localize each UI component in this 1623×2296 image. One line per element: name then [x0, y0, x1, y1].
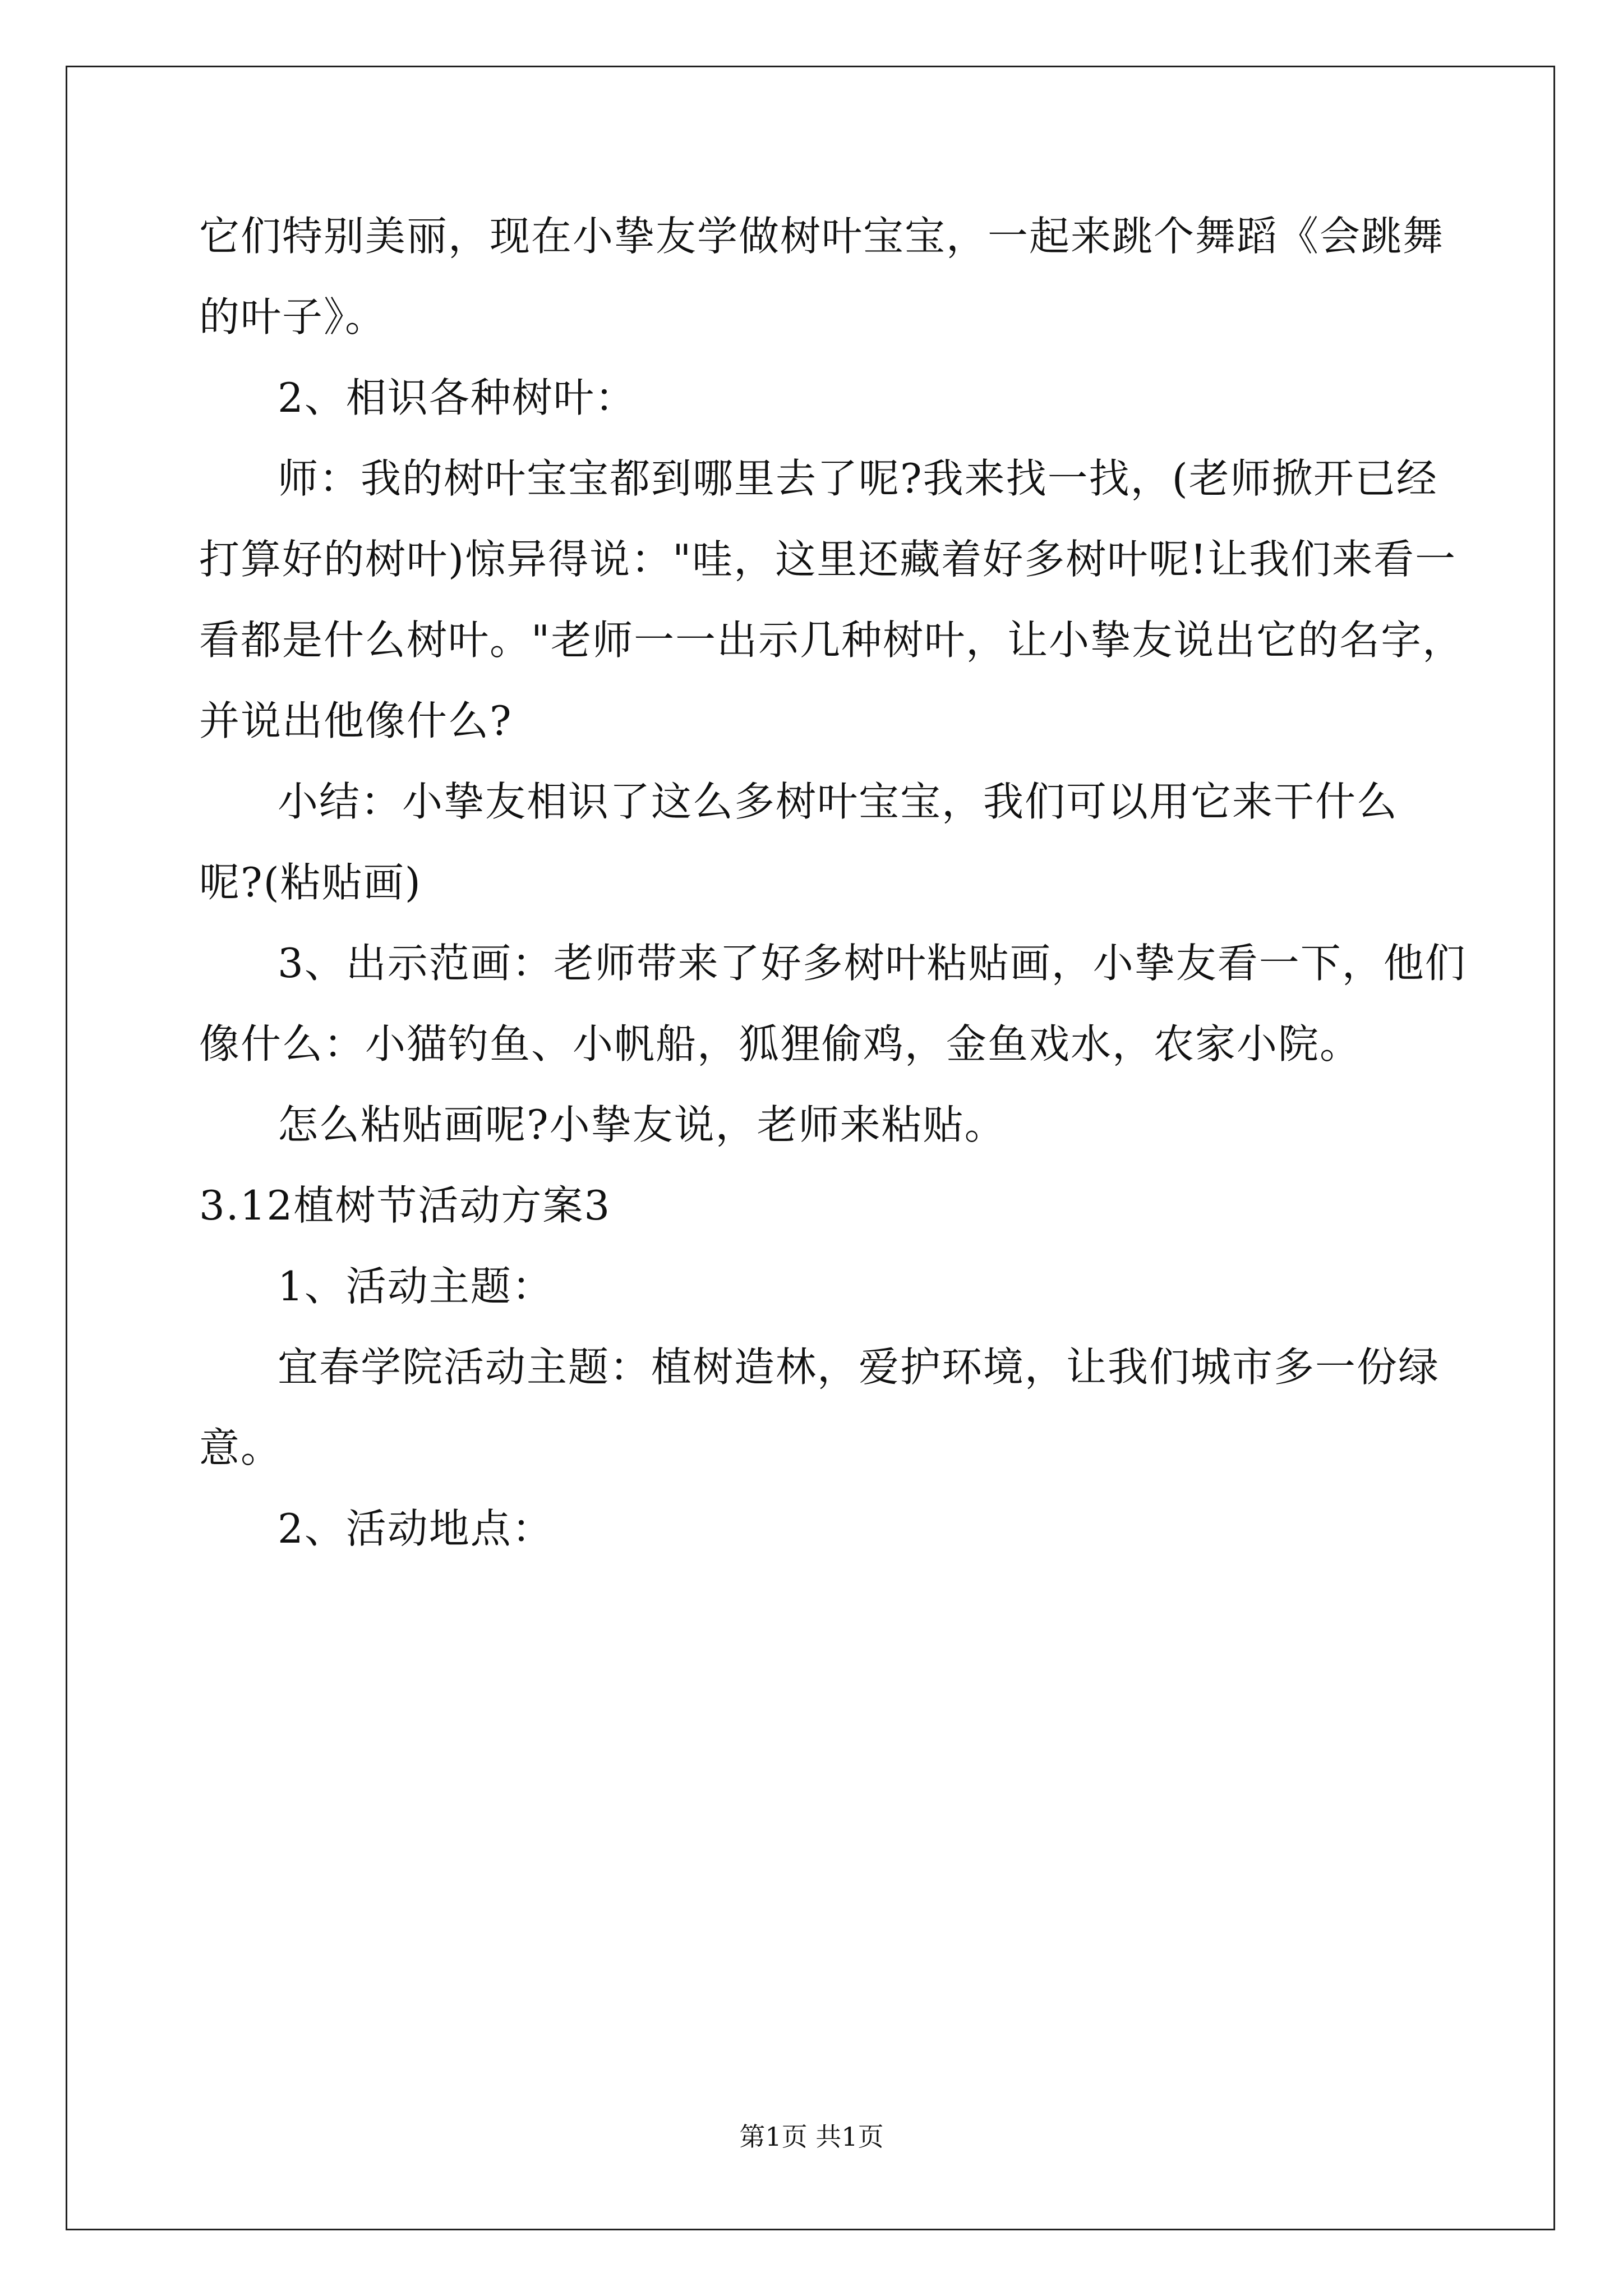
text-line: 意。	[199, 1424, 283, 1471]
text-line: 它们特别美丽，现在小挚友学做树叶宝宝，一起来跳个舞蹈《会跳舞	[199, 213, 1445, 260]
text-line: 看都是什么树叶。"老师一一出示几种树叶，让小挚友说出它的名字，	[199, 616, 1464, 664]
text-line: 1、活动主题：	[278, 1263, 554, 1310]
text-line: 2、活动地点：	[278, 1505, 554, 1552]
text-line: 的叶子》。	[199, 293, 387, 341]
page-number-footer: 第1页 共1页	[739, 2122, 884, 2152]
text-line: 并说出他像什么?	[199, 697, 513, 744]
text-line: 呢?(粘贴画)	[199, 859, 422, 906]
text-line: 怎么粘贴画呢?小挚友说，老师来粘贴。	[278, 1101, 1006, 1148]
section-heading: 3.12植树节活动方案3	[199, 1182, 611, 1229]
text-line: 师：我的树叶宝宝都到哪里去了呢?我来找一找，(老师掀开已经	[278, 455, 1438, 502]
text-line: 打算好的树叶)惊异得说："哇，这里还藏着好多树叶呢!让我们来看一	[199, 536, 1457, 583]
text-line: 2、相识各种树叶：	[278, 374, 637, 421]
text-line: 宜春学院活动主题：植树造林，爱护环境，让我们城市多一份绿	[278, 1343, 1440, 1391]
text-line: 小结：小挚友相识了这么多树叶宝宝，我们可以用它来干什么	[278, 778, 1399, 825]
text-line: 3、出示范画：老师带来了好多树叶粘贴画，小挚友看一下，他们	[278, 940, 1467, 987]
text-line: 像什么：小猫钓鱼、小帆船，狐狸偷鸡，金鱼戏水，农家小院。	[199, 1020, 1362, 1068]
